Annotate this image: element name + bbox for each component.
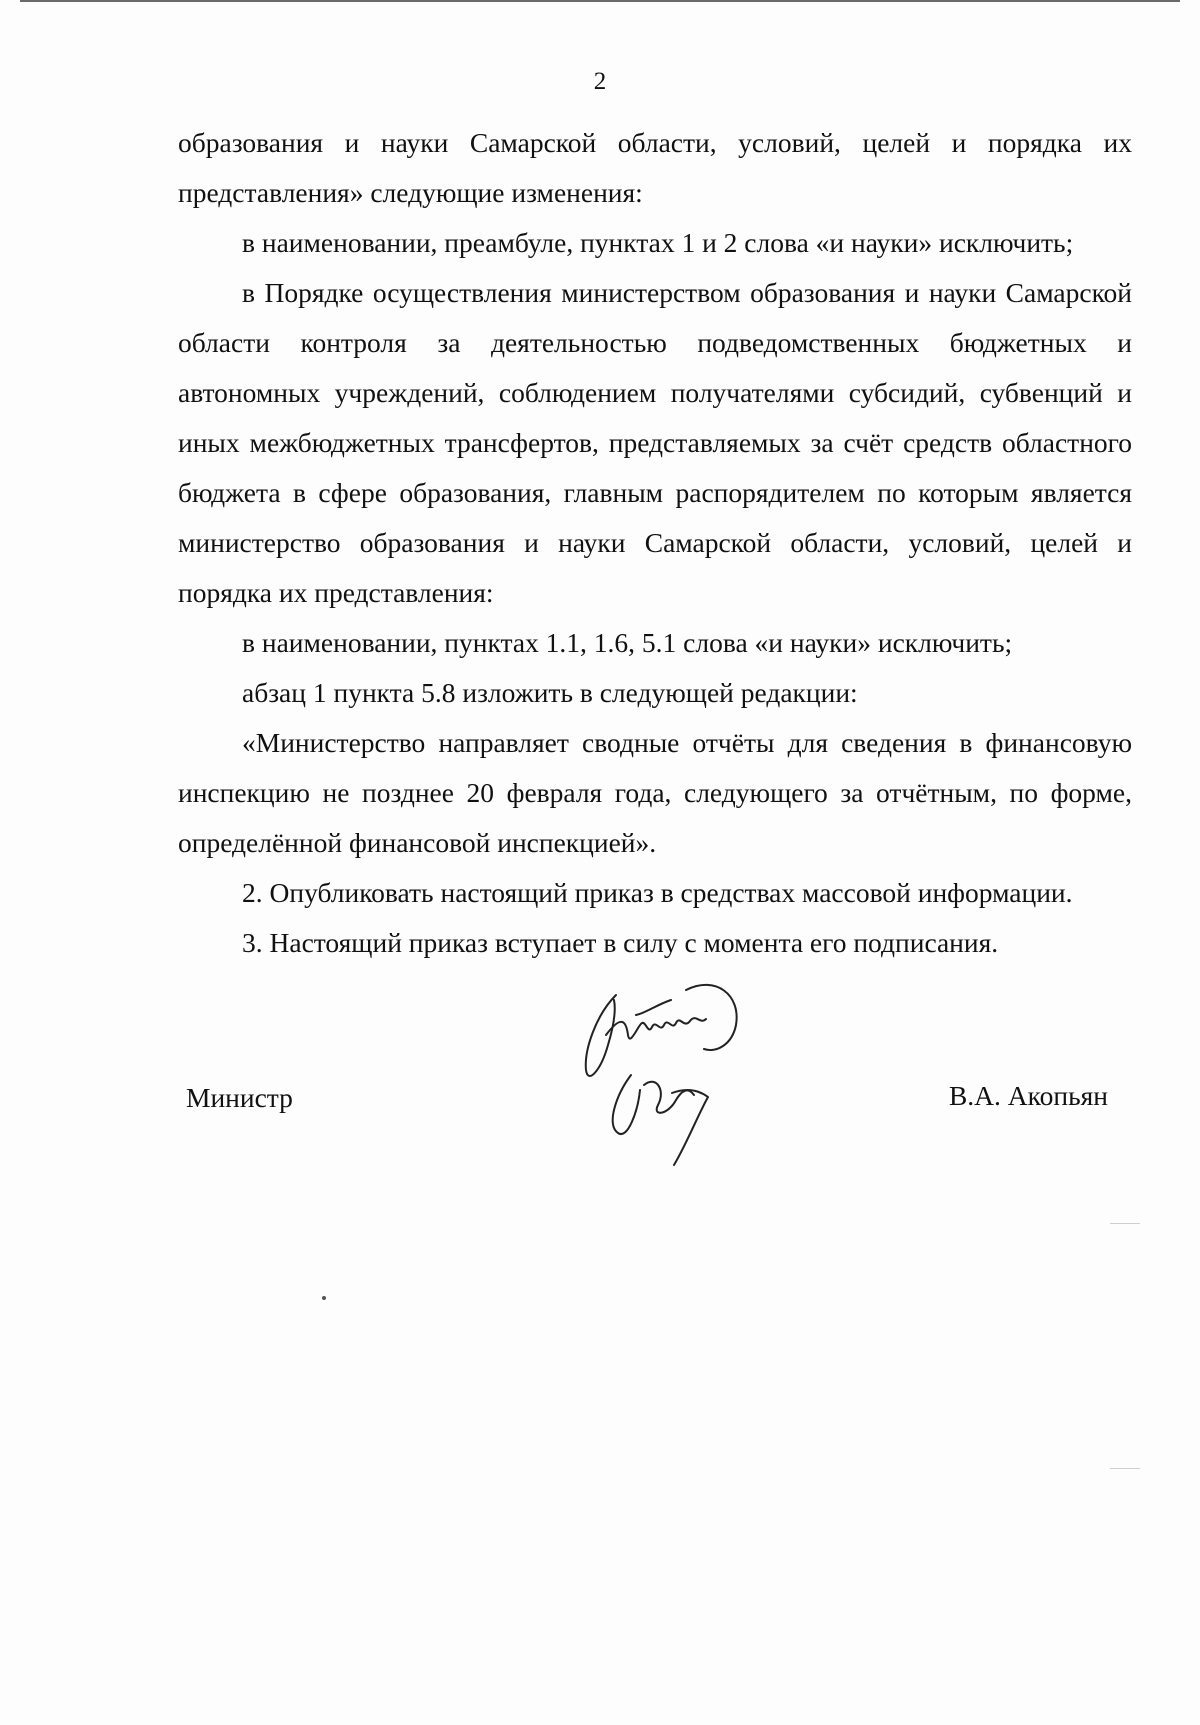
paragraph-continuation: образования и науки Самарской области, условий, целей и порядка их представления» следующие изменения: <box>178 127 1132 208</box>
paragraph-item-3: 3. Настоящий приказ вступает в силу с момента его подписания. <box>242 927 999 958</box>
scan-top-border <box>20 0 1180 2</box>
paragraph-amendment-points: в наименовании, пунктах 1.1, 1.6, 5.1 слова «и науки» исключить; <box>242 627 1013 658</box>
paragraph-clause-5-8: абзац 1 пункта 5.8 изложить в следующей редакции: <box>242 677 858 708</box>
paragraph-procedure: в Порядке осуществления министерством образования и науки Самарской области контроля за деятельностью подведомственных бюджетных и автономных учреждений, соблюдением получателями субсидий, субвенций и иных межбюджетных трансфертов, представляемых за счёт средств областного бюджета в сфере образования, главным распорядителем по которым является министерство образования и науки Самарской области, условий, целей и порядка их представления: <box>178 277 1132 608</box>
paragraph-amendment-title: в наименовании, преамбуле, пунктах 1 и 2 слова «и науки» исключить; <box>242 227 1074 258</box>
page-number: 2 <box>593 68 607 95</box>
document-body <box>178 118 1132 968</box>
scan-edge-mark <box>1110 1468 1140 1469</box>
paragraph-new-wording: «Министерство направляет сводные отчёты для сведения в финансовую инспекцию не позднее 20 февраля года, следующего за отчётным, по форме, определённой финансовой инспекцией». <box>178 727 1132 858</box>
scan-edge-mark <box>1110 1223 1140 1224</box>
scan-speck <box>322 1296 326 1300</box>
paragraph-item-2: 2. Опубликовать настоящий приказ в средствах массовой информации. <box>242 877 1073 908</box>
signatory-name: В.А. Акопьян <box>948 1080 1108 1111</box>
signatory-title: Министр <box>186 1082 293 1113</box>
handwritten-signature-icon <box>576 975 766 1175</box>
